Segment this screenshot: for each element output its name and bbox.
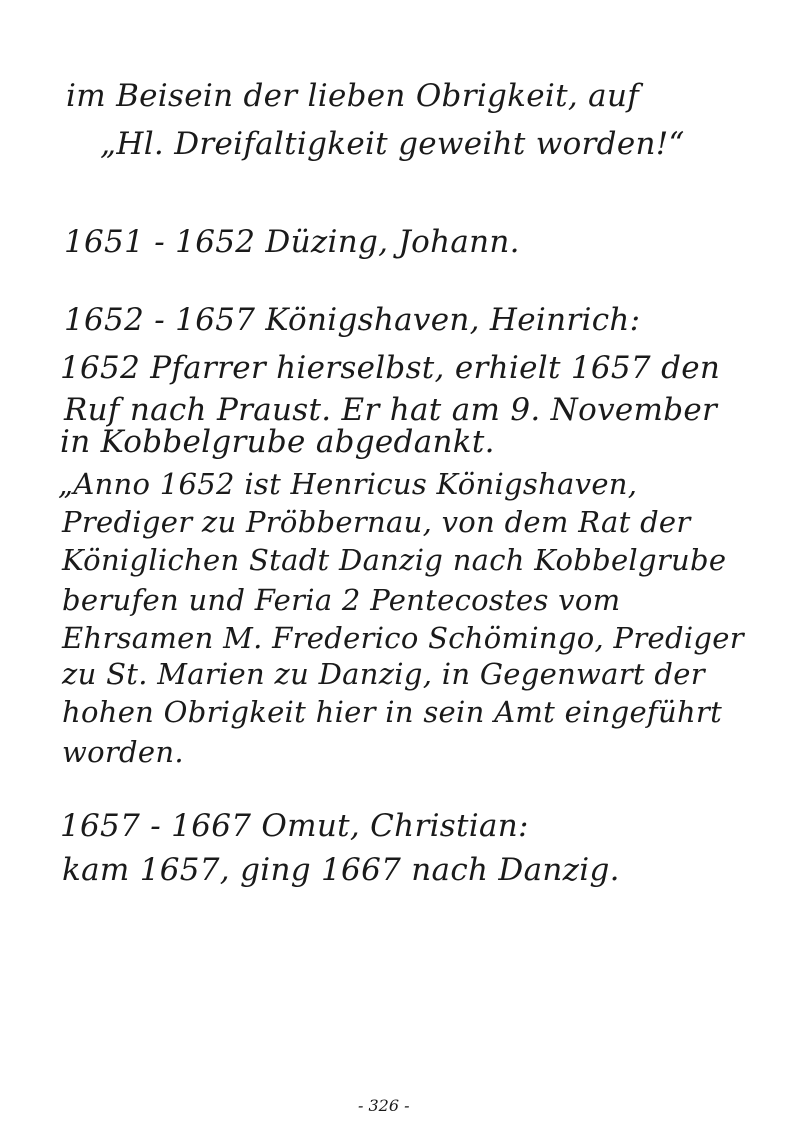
quote-line: zu St. Marien zu Danzig, in Gegenwart der	[62, 657, 705, 691]
text-line: Ruf nach Praust. Er hat am 9. November	[64, 392, 718, 428]
quote-line: Ehrsamen M. Frederico Schömingo, Prediger	[62, 621, 744, 655]
quote-line: „Anno 1652 ist Henricus Königshaven,	[58, 467, 638, 501]
text-line: 1652 Pfarrer hierselbst, erhielt 1657 den	[60, 350, 721, 386]
entry-heading: 1657 - 1667 Omut, Christian:	[60, 808, 529, 844]
quote-line: Prediger zu Pröbbernau, von dem Rat der	[62, 505, 691, 539]
entry-heading: 1651 - 1652 Düzing, Johann.	[64, 224, 520, 260]
entry-heading: 1652 - 1657 Königshaven, Heinrich:	[64, 302, 641, 338]
page-number: - 326 -	[358, 1096, 410, 1115]
quote-line: hohen Obrigkeit hier in sein Amt eingeführt	[62, 695, 723, 729]
quote-line: worden.	[62, 735, 184, 769]
text-line: in Kobbelgrube abgedankt.	[60, 424, 495, 460]
quote-line: Königlichen Stadt Danzig nach Kobbelgrube	[62, 543, 727, 577]
quote-line: berufen und Feria 2 Pentecostes vom	[62, 583, 621, 617]
text-line: im Beisein der lieben Obrigkeit, auf	[66, 78, 640, 114]
text-line: „Hl. Dreifaltigkeit geweiht worden!“	[100, 126, 685, 162]
text-line: kam 1657, ging 1667 nach Danzig.	[62, 852, 620, 888]
